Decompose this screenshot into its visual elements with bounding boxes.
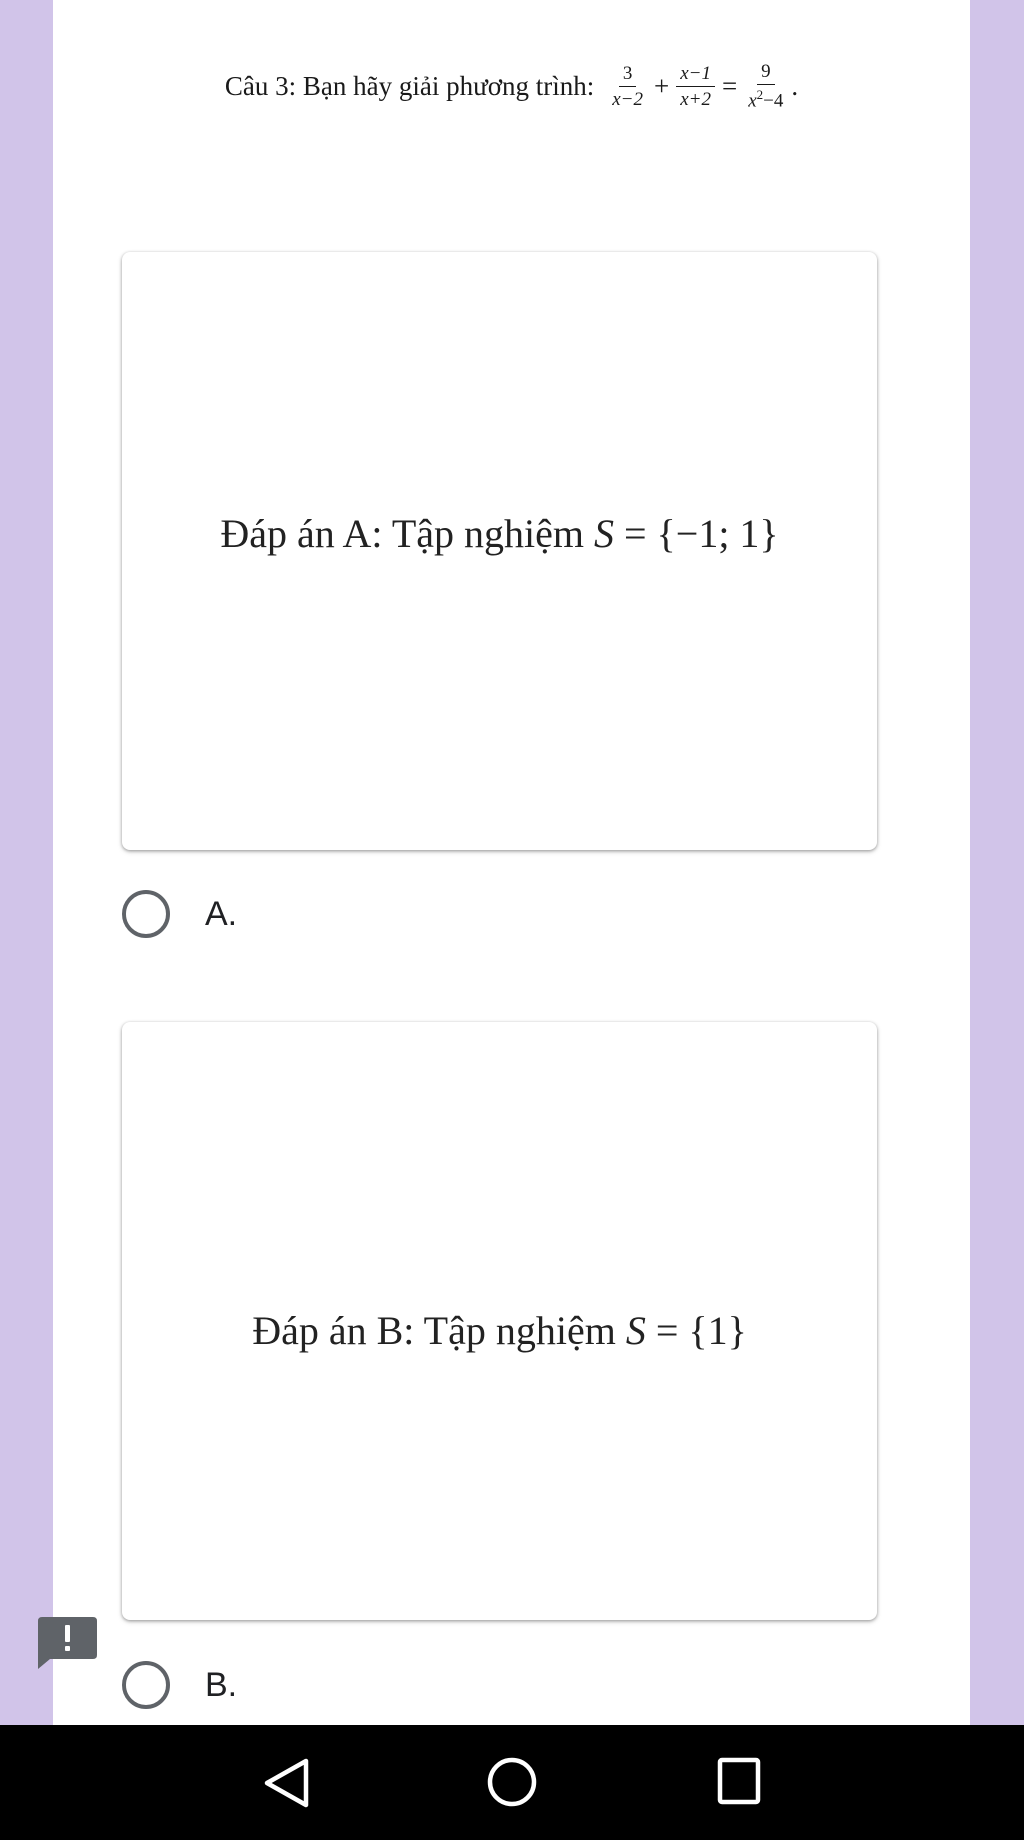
option-b-text-suffix: = {1} — [645, 1307, 747, 1353]
fraction-3-denominator — [744, 85, 787, 110]
fraction-3 — [744, 62, 787, 110]
circle-home-icon[interactable] — [487, 1757, 537, 1812]
question-end: . — [791, 70, 799, 101]
fraction-2 — [676, 64, 715, 109]
equals-sign: = — [722, 70, 738, 101]
option-b-image — [122, 1022, 877, 1620]
option-a-label[interactable]: A. — [205, 894, 238, 933]
fraction-2-numerator: x−1 — [676, 64, 715, 87]
option-b-label[interactable]: B. — [205, 1665, 238, 1704]
question-prefix: Câu 3: Bạn hãy giải phương trình: — [224, 70, 595, 101]
option-b-image-text — [252, 1307, 747, 1354]
fraction-1-denominator: x−2 — [612, 88, 643, 110]
question-text — [53, 58, 970, 114]
option-b-radio[interactable] — [122, 1661, 170, 1709]
form-card — [53, 0, 970, 1725]
option-a-radio[interactable] — [122, 890, 170, 938]
option-a-text-var: S — [594, 510, 614, 556]
option-a-image-text — [220, 510, 778, 557]
square-recent-apps-icon[interactable] — [717, 1757, 761, 1810]
triangle-back-icon[interactable] — [262, 1757, 310, 1814]
fraction-3-numerator: 9 — [757, 62, 775, 85]
option-b-text-var: S — [625, 1307, 646, 1353]
option-b-row[interactable] — [122, 1655, 237, 1715]
option-b-text-prefix: Đáp án B: Tập nghiệm — [252, 1307, 626, 1353]
option-a-row[interactable] — [122, 884, 237, 944]
option-a-text-prefix: Đáp án A: Tập nghiệm — [220, 510, 594, 556]
android-navigation-bar — [0, 1725, 1024, 1840]
fraction-1 — [608, 64, 647, 109]
feedback-exclamation-icon[interactable] — [38, 1617, 97, 1669]
fraction-2-denominator: x+2 — [680, 88, 711, 110]
fraction-3-den-base: x — [748, 90, 757, 112]
plus-sign: + — [654, 70, 670, 101]
option-a-text-suffix: = {−1; 1} — [614, 510, 779, 556]
fraction-1-numerator: 3 — [619, 64, 637, 87]
fraction-3-den-exponent: 2 — [756, 86, 764, 102]
option-a-image — [122, 252, 877, 850]
fraction-3-den-rest: −4 — [763, 90, 784, 112]
